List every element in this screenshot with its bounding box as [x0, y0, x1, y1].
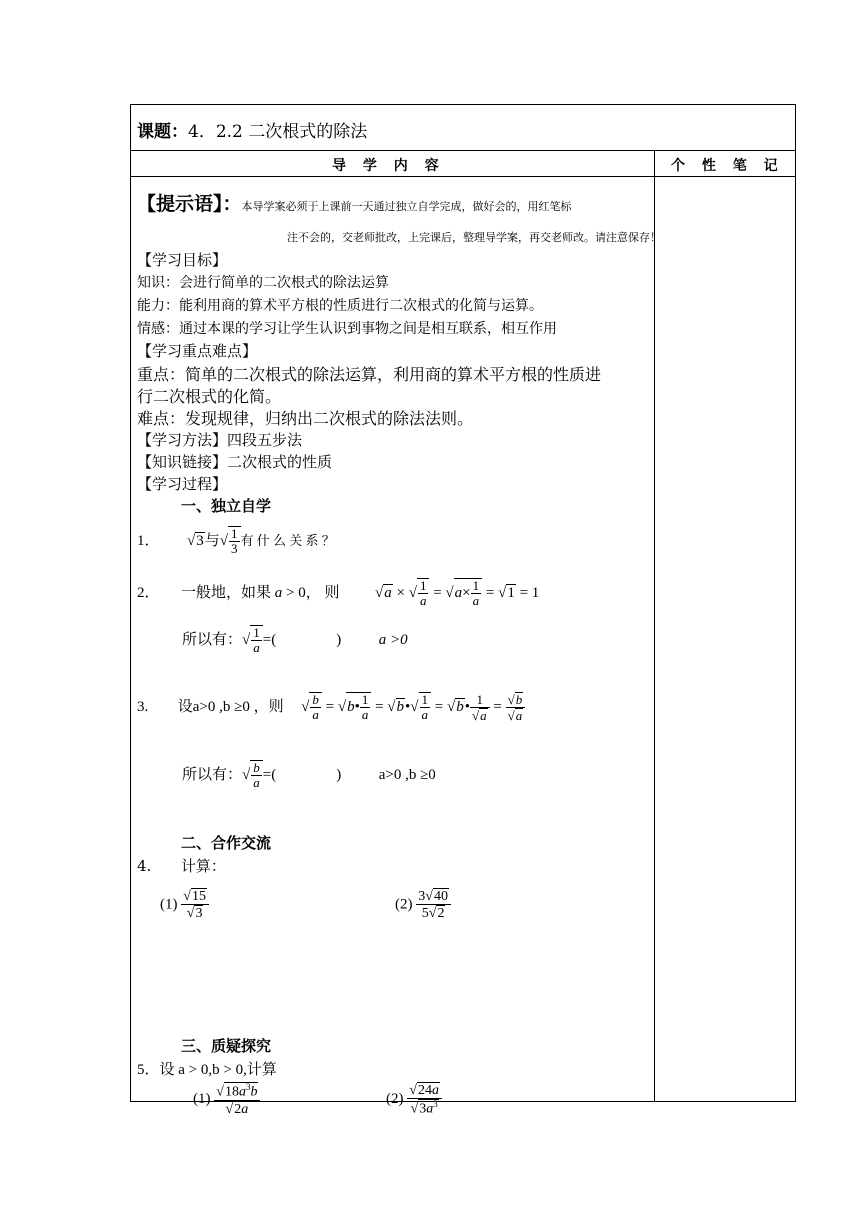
q3-cond: a>0 ,b ≥0 ，则	[192, 699, 284, 716]
column-header-notes: 个 性 笔 记	[671, 158, 784, 174]
section2-heading: 二、合作交流	[181, 834, 272, 852]
q5-p1-label: (1)	[193, 1091, 211, 1108]
goal-emotion: 情感：通过本课的学习让学生认识到事物之间是相互联系，相互作用	[137, 321, 557, 337]
q3-sqrt-b-over-a: √ $\frac{b}{a}$	[242, 767, 263, 783]
q5-cond: a > 0,b > 0,计算	[178, 1062, 277, 1078]
q4-text: 计算：	[180, 857, 226, 875]
q1-text: 有 什 么 关 系 ？	[240, 533, 335, 549]
lesson-title	[137, 117, 367, 142]
q3-equation: √ $\frac{b}{a}$ = √b• $\frac{1}{a}$ = √b•√ $\frac{1}{a}$ = √b• $\frac{1}{√a}$ = $\frac{√b}{√a}$	[301, 699, 525, 715]
tip-text-2: 注不会的，交老师批改，上完课后，整理导学案，再交老师改。请注意保存！	[287, 231, 661, 244]
q2-then: 则	[324, 585, 340, 602]
tip-label: 【提示语】：	[137, 193, 242, 215]
section1-heading: 一、独立自学	[181, 497, 272, 515]
title-text: 4．2.2 二次根式的除法	[188, 122, 368, 142]
q2-number: 2．	[137, 585, 160, 602]
q2-result	[182, 625, 408, 656]
q2-sqrt-one-over-a: √ $\frac{1}{a}$	[242, 632, 263, 648]
tip-text-1: 本导学案必须于上课前一天通过独立自学完成，做好会的，用红笔标	[241, 200, 572, 213]
q2-so: 所以有：	[182, 632, 243, 649]
table-header-divider	[130, 176, 796, 177]
question-5	[137, 1058, 277, 1079]
tip-line	[137, 189, 572, 216]
q1-number: 1．	[137, 533, 160, 550]
q1-sqrt3: √3	[187, 533, 204, 550]
knowledge-link: 【知识链接】二次根式的性质	[137, 453, 333, 471]
q2-condition: a	[274, 585, 283, 602]
q4-p1-expression: $\frac{√15}{√3}$	[181, 888, 209, 922]
q5-p2-expression: $\frac{√24a}{√3a^3}$	[407, 1082, 442, 1117]
q1-and: 与	[204, 533, 220, 550]
q5-part-1	[193, 1082, 260, 1117]
difficulty: 难点：发现规律，归纳出二次根式的除法法则。	[137, 409, 474, 428]
table-top-border	[130, 104, 796, 105]
q3-so: 所以有：	[182, 767, 243, 784]
q4-p2-expression: $\frac{3√40}{5√2}$	[416, 888, 451, 922]
q4-number: 4.	[137, 857, 152, 875]
q4-part-1	[160, 888, 209, 922]
keypoints-heading: 【学习重点难点】	[137, 342, 258, 360]
q2-text: 一般地，如果	[181, 585, 272, 602]
goal-ability: 能力：能利用商的算术平方根的性质进行二次根式的化简与运算。	[137, 298, 543, 314]
goal-knowledge: 知识：会进行简单的二次根式的除法运算	[137, 275, 389, 291]
q4-p1-label: (1)	[160, 896, 178, 913]
q2-cond: a >0	[378, 632, 408, 649]
q3-blank: =( )	[262, 767, 342, 784]
q3-text: 设	[177, 699, 193, 716]
q5-part-2	[386, 1082, 442, 1117]
q1-sqrt-one-third: √ $\frac{1}{3}$	[220, 533, 241, 549]
q3-cond2: a>0 ,b ≥0	[378, 767, 436, 784]
q5-p2-label: (2)	[386, 1091, 404, 1108]
table-left-border	[130, 104, 131, 1102]
question-4	[137, 855, 226, 876]
key-point-line-2: 行二次根式的化简。	[137, 387, 282, 406]
table-column-divider	[654, 150, 655, 1102]
table-title-divider	[130, 150, 796, 151]
key-point-line-1: 重点：简单的二次根式的除法运算，利用商的算术平方根的性质进	[137, 365, 602, 384]
section3-heading: 三、质疑探究	[181, 1037, 272, 1055]
q5-p1-expression: $\frac{√18a^3b}{√2a}$	[214, 1082, 260, 1117]
q2-equation: √a × √ $\frac{1}{a}$ = √a× $\frac{1}{a}$ = √1 = 1	[375, 578, 540, 609]
q5-text: 5．设	[137, 1062, 175, 1078]
column-header-content: 导 学 内 容	[332, 158, 445, 174]
question-2: 2． 一般地，如果 a > 0， 则 √a × √ $\frac{1}{a}$ = √a× $\frac{1}{a}$ = √1 = 1	[137, 578, 540, 609]
goals-heading: 【学习目标】	[137, 251, 228, 269]
question-3	[137, 692, 525, 724]
q3-number: 3.	[137, 699, 149, 716]
q2-blank: =( )	[262, 632, 342, 649]
process-heading: 【学习过程】	[137, 475, 228, 493]
title-prefix: 课题：	[137, 122, 188, 142]
question-1	[137, 526, 335, 557]
q4-part-2	[395, 888, 451, 922]
table-right-border	[795, 104, 796, 1102]
q4-p2-label: (2)	[395, 896, 413, 913]
method: 【学习方法】四段五步法	[137, 431, 303, 449]
q3-result	[182, 760, 436, 791]
